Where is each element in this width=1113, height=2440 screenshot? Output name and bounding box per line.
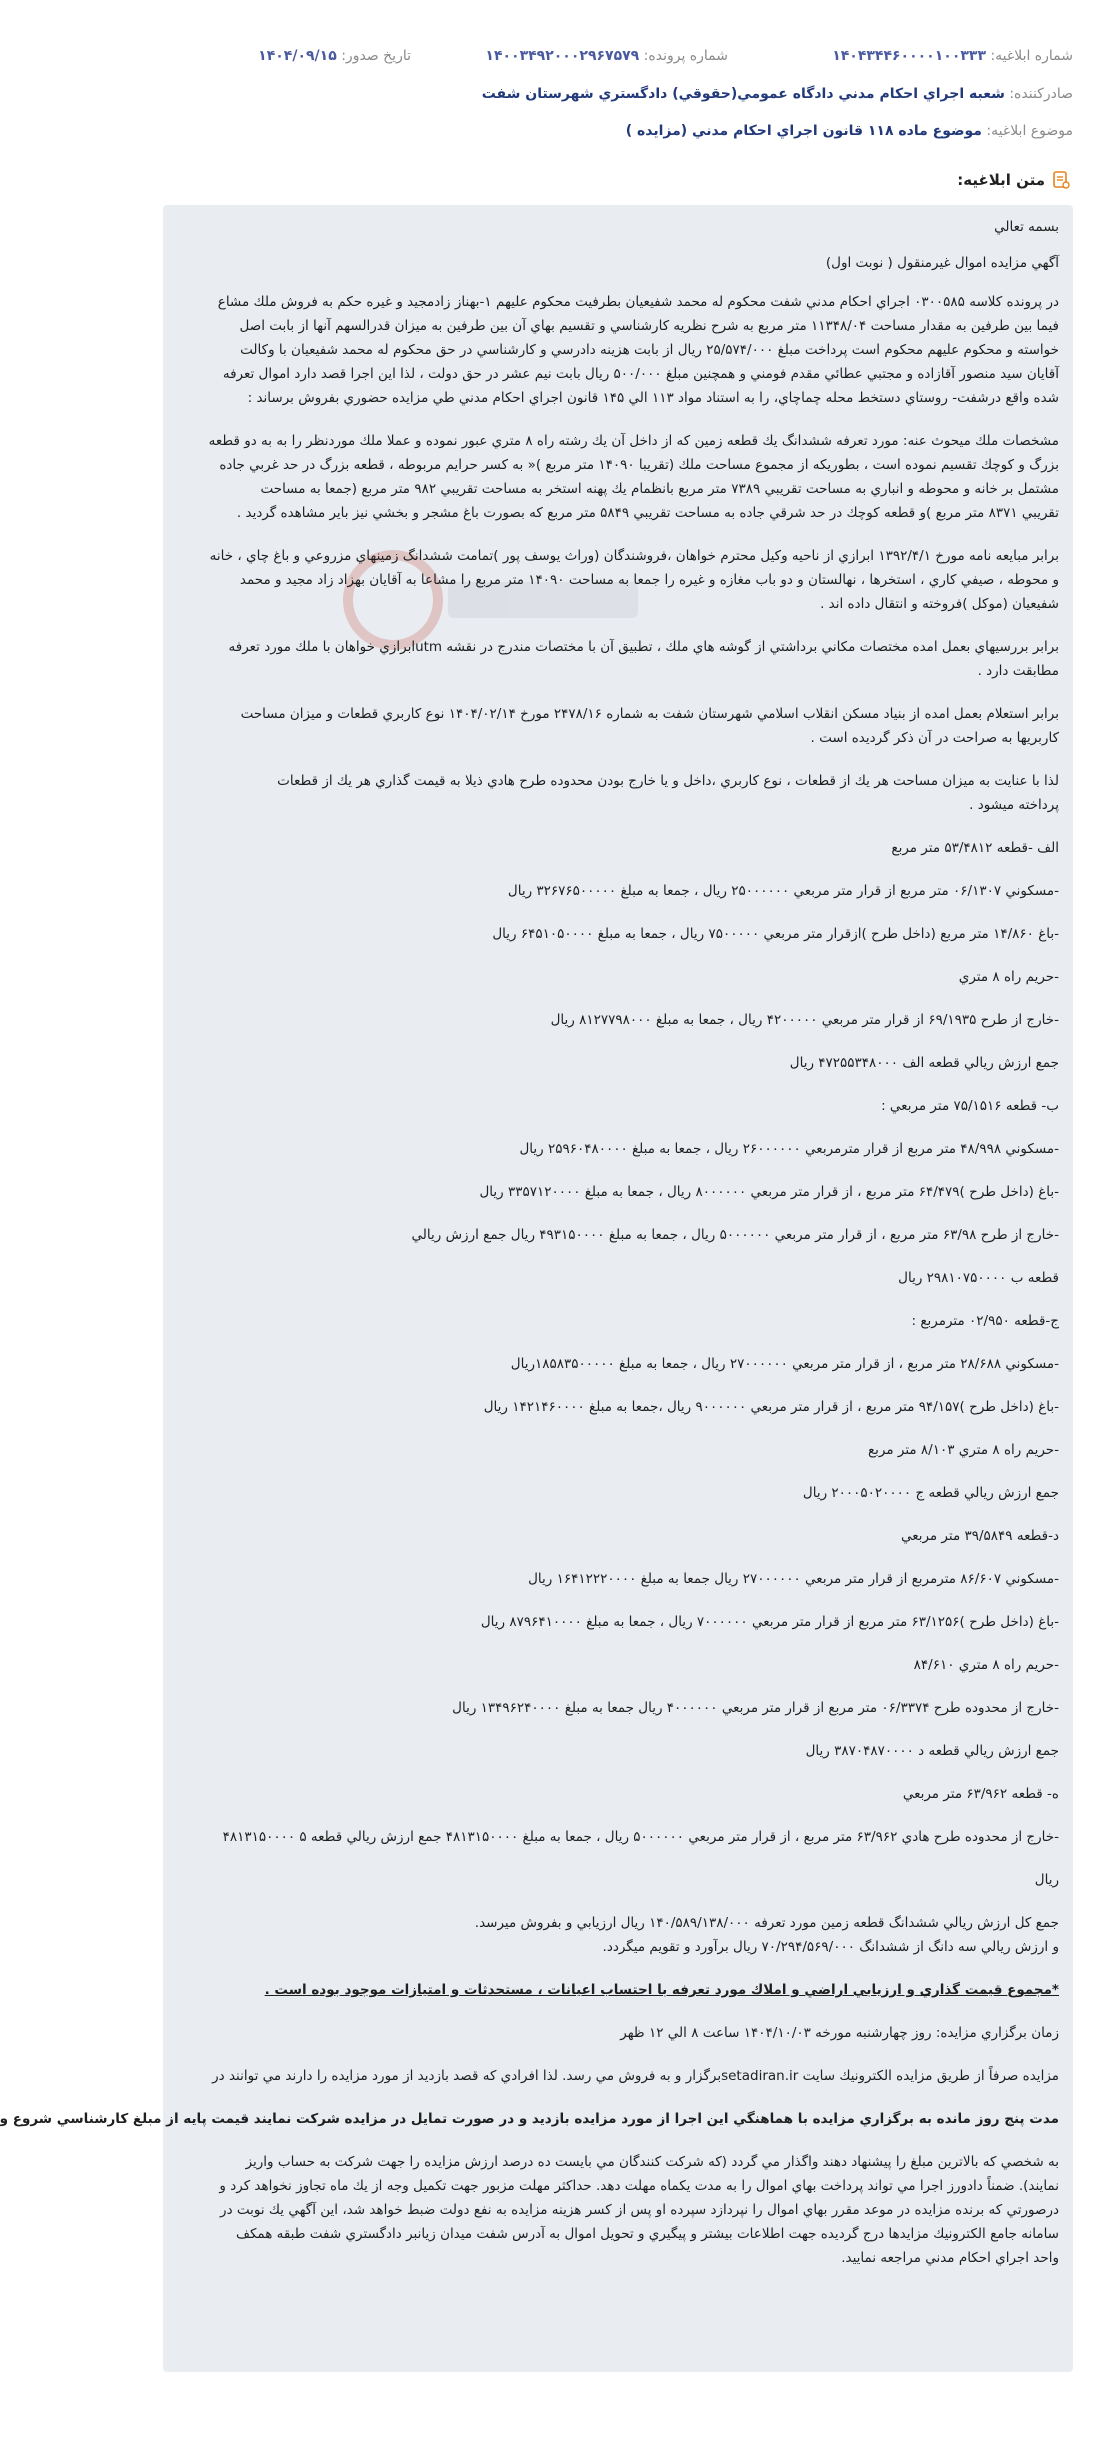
body-line: مزايده صرفاً از طريق مزايده الكترونيك سايت setadiran.irبرگزار و به فروش مي رسد. لذا افرادي كه قصد بازديد از مورد مزايده را دارند مي توانند در bbox=[212, 2068, 1059, 2084]
body-line: -مسكوني ۲۸/۶۸۸ متر مربع ، از قرار متر مربعي ۲۷۰۰۰۰۰۰ ريال ، جمعا به مبلغ ۱۸۵۸۳۵۰۰۰۰۰ريال bbox=[510, 1356, 1059, 1372]
body-line: جمع كل ارزش ريالي ششدانگ قطعه زمين مورد تعرفه ۱۴۰/۵۸۹/۱۳۸/۰۰۰ ريال ارزيابي و بفروش ميرسد. bbox=[474, 1915, 1059, 1931]
body-line: پرداخته ميشود . bbox=[969, 797, 1059, 813]
case-number-field bbox=[485, 48, 728, 64]
document-icon bbox=[1051, 170, 1071, 190]
body-line: شده واقع درشفت- روستاي دستخط محله چماچاي، را به استناد مواد ۱۱۳ الي ۱۴۵ قانون اجراي احكام مدني طي مزايده حضوري بفروش برساند : bbox=[247, 390, 1059, 406]
body-line: آگهي مزايده اموال غيرمنقول ( نوبت اول) bbox=[825, 255, 1059, 271]
body-line: -باغ (داخل طرح )۹۴/۱۵۷ متر مربع ، از قرار متر مربعي ۹۰۰۰۰۰۰ ريال ،جمعا به مبلغ ۱۴۲۱۴۶۰۰۰۰ ريال bbox=[483, 1399, 1059, 1415]
body-line: ج-قطعه ۰۲/۹۵۰ مترمربع : bbox=[911, 1313, 1059, 1329]
body-line: -حريم راه ۸ متري ۸۴/۶۱۰ bbox=[913, 1657, 1059, 1673]
body-line: واحد اجراي احكام مدني مراجعه نماييد. bbox=[841, 2250, 1059, 2266]
body-line: مشتمل بر خانه و محوطه و انباري به مساحت تقريبي ۷۳۸۹ متر مربع بانظمام يك پهنه استخر به مساحت تقريبي ۹۸۲ متر مربع (جمعا به مساحت bbox=[260, 481, 1059, 497]
body-line: -حريم راه ۸ متري ۸/۱۰۳ متر مربع bbox=[867, 1442, 1059, 1458]
body-line: زمان برگزاري مزايده: روز چهارشنبه مورخه ۱۴۰۴/۱۰/۰۳ ساعت ۸ الي ۱۲ ظهر bbox=[620, 2025, 1059, 2041]
body-line: مطابقت دارد . bbox=[977, 663, 1059, 679]
notice-text-heading-label: متن ابلاغیه: bbox=[957, 171, 1045, 189]
body-line: بزرگ و كوچك تقسيم نموده است ، بطوريكه از مجموع مساحت ملك (تقريبا ۱۴۰۹۰ متر مربع )« به كسر حرايم مربوطه ، قطعه بزرگ در حد غربي جاده bbox=[219, 457, 1059, 473]
issue-date-field bbox=[258, 48, 411, 64]
body-line: در پرونده كلاسه ۰۳۰۰۵۸۵ اجراي احكام مدني شفت محكوم له محمد شفيعيان بطرفيت محكوم عليهم ۱-بهناز زادمجيد و غيره حكم به فروش ملك مشاع bbox=[217, 294, 1059, 310]
body-line: قطعه ب ۲۹۸۱۰۷۵۰۰۰۰ ريال bbox=[898, 1270, 1059, 1286]
total-value-line: *مجموع قيمت گذاري و ارزيابي اراضي و املاك مورد تعرفه با احتساب اعيانات ، مستحدثات و امتيازات موجود بوده است . bbox=[264, 1982, 1059, 1998]
body-line: مشخصات ملك ميحوث عنه: مورد تعرفه ششدانگ يك قطعه زمين كه از داخل آن يك رشته راه ۸ متري عبور نموده و عملا ملك موردنظر را به به دو قطعه bbox=[208, 433, 1059, 449]
body-line: برابر استعلام بعمل امده از بنياد مسكن انقلاب اسلامي شهرستان شفت به شماره ۲۴۷۸/۱۶ مورخ ۱۴۰۴/۰۲/۱۴ نوع كاربري قطعات و ميزان مساحت bbox=[240, 706, 1059, 722]
body-line: و محوطه ، صيفي كاري ، استخرها ، نهالستان و دو باب مغازه و غيره را جمعا به مساحت ۱۴۰۹۰ متر مربع را مشاعا به آقايان بهزاد زاد مجيد و محمد bbox=[239, 572, 1059, 588]
notice-number-label: شماره ابلاغیه: bbox=[990, 48, 1073, 64]
subject-label: موضوع ابلاغیه: bbox=[986, 123, 1073, 139]
header-row-issuer bbox=[153, 86, 1073, 106]
body-line: -حريم راه ۸ متري bbox=[958, 969, 1059, 985]
notice-body bbox=[0, 205, 1073, 2372]
body-line: -مسكوني ۰۶/۱۳۰۷ متر مربع از قرار متر مربعي ۲۵۰۰۰۰۰۰ ريال ، جمعا به مبلغ ۳۲۶۷۶۵۰۰۰۰۰ ريال bbox=[507, 883, 1059, 899]
body-line: و ارزش ريالي سه دانگ از ششدانگ ۷۰/۲۹۴/۵۶۹/۰۰۰ ريال برآورد و تقويم ميگردد. bbox=[602, 1939, 1059, 1955]
body-line: د-قطعه ۳۹/۵۸۴۹ متر مربعي bbox=[900, 1528, 1059, 1544]
body-line: تقريبي ۸۳۷۱ متر مربع )و قطعه كوچك در حد شرقي جاده به مساحت تقريبي ۵۸۴۹ متر مربع كه بصورت باغ مشجر و بخشي نيز باير مشاهده گرديد . bbox=[236, 505, 1059, 521]
issuer-label: صادرکننده: bbox=[1009, 86, 1073, 102]
body-line: برابر بررسيهاي بعمل امده مختصات مكاني برداشتي از گوشه هاي ملك ، تطبيق آن با مختصات مندرج در نقشه utmابرازي خواهان با ملك مورد تعرفه bbox=[228, 639, 1059, 655]
body-line: بسمه تعالي bbox=[994, 219, 1059, 235]
body-line: برابر مبايعه نامه مورخ ۱۳۹۲/۴/۱ ابرازي از ناحيه وكيل محترم خواهان ،فروشندگان (وراث يوسف پور )تمامت ششدانگ زمينهاي مزروعي و باغ چاي ، خانه bbox=[209, 548, 1059, 564]
body-line: خواسته و محكوم عليهم محكوم است پرداخت مبلغ ۲۵/۵۷۴/۰۰۰ ريال از بابت هزينه دادرسي و كارشناسي در حق محكوم له محمد شفيعيان با وكالت bbox=[240, 342, 1059, 358]
body-line: جمع ارزش ريالي قطعه ج ۲۰۰۰۵۰۲۰۰۰۰ ريال bbox=[802, 1485, 1059, 1501]
body-line: -خارج از محدوده طرح هادي ۶۳/۹۶۲ متر مربع ، از قرار متر مربعي ۵۰۰۰۰۰۰ ريال ، جمعا به مبلغ ۴۸۱۳۱۵۰۰۰۰ جمع ارزش ريالي قطعه ۵ ۴۸۱۳۱۵۰۰۰۰ bbox=[222, 1829, 1059, 1845]
auction-time-line: مدت پنج روز مانده به برگزاري مزايده با هماهنگي اين اجرا از مورد مزايده بازديد و در صورت تمايل در مزايده شركت نمايند قيمت پايه از مبلغ كارشناسي شروع و bbox=[0, 2111, 1059, 2127]
body-line: ه- قطعه ۶۳/۹۶۲ متر مربعي bbox=[902, 1786, 1059, 1802]
issuer-value: شعبه اجراي احكام مدني دادگاه عمومي(حقوقي) دادگستري شهرستان شفت bbox=[481, 86, 1005, 102]
body-line: -باغ ۱۴/۸۶۰ متر مربع (داخل طرح )ازقرار متر مربعي ۷۵۰۰۰۰۰ ريال ، جمعا به مبلغ ۶۴۵۱۰۵۰۰۰۰ ريال bbox=[492, 926, 1059, 942]
notice-text-heading bbox=[957, 170, 1071, 190]
body-line: -خارج از طرح ۶۹/۱۹۳۵ از قرار متر مربعي ۴۲۰۰۰۰۰ ريال ، جمعا به مبلغ ۸۱۲۷۷۹۸۰۰۰ ريال bbox=[550, 1012, 1059, 1028]
body-line: نمايند). ضمناً دادورز اجرا مي تواند پرداخت بهاي اموال را به مدت يكماه مهلت دهد. حداكثر مهلت مزبور جهت تكميل وجه از يك ماه تجاوز نخواهد كرد و bbox=[219, 2178, 1059, 2194]
body-line: درصورتي كه برنده مزايده در موعد مقرر بهاي اموال را نپردازد سپرده او پس از كسر هزينه مزايده به نفع دولت ضبط خواهد شد، اين آگهي يك نوبت در bbox=[220, 2202, 1059, 2218]
body-line: فيما بين طرفين به مقدار مساحت ۱۱۳۴۸/۰۴ متر مربع به شرح نظريه كارشناسي و تقسيم بهاي آن بين طرفين به ميزان قدرالسهم آنها از بابت اصل bbox=[239, 318, 1059, 334]
body-line: -مسكوني ۴۸/۹۹۸ متر مربع از قرار مترمربعي ۲۶۰۰۰۰۰۰ ريال ، جمعا به مبلغ ۲۵۹۶۰۴۸۰۰۰۰ ريال bbox=[519, 1141, 1059, 1157]
header-row-numbers bbox=[153, 48, 1073, 68]
notice-number-value: ۱۴۰۴۳۴۴۶۰۰۰۰۱۰۰۳۳۳ bbox=[832, 48, 986, 64]
body-line: ب- قطعه ۷۵/۱۵۱۶ متر مربعي : bbox=[881, 1098, 1059, 1114]
issue-date-label: تاریخ صدور: bbox=[341, 48, 411, 64]
header-row-subject bbox=[153, 123, 1073, 143]
body-line: شفيعيان (موكل )فروخته و انتقال داده اند . bbox=[820, 596, 1059, 612]
body-line: -باغ (داخل طرح )۶۴/۴۷۹ متر مربع ، از قرار متر مربعي ۸۰۰۰۰۰۰ ريال ، جمعا به مبلغ ۳۳۵۷۱۲۰۰۰۰ ريال bbox=[479, 1184, 1059, 1200]
body-line: جمع ارزش ريالي قطعه الف ۴۷۲۵۵۳۴۸۰۰۰ ريال bbox=[789, 1055, 1059, 1071]
body-line: -مسكوني ۸۶/۶۰۷ مترمربع از قرار متر مربعي ۲۷۰۰۰۰۰۰ ريال جمعا به مبلغ ۱۶۴۱۲۲۲۰۰۰۰ ريال bbox=[528, 1571, 1059, 1587]
body-line: سامانه جامع الكترونيك مزايدها درج گرديده جهت اطلاعات بيشتر و پيگيري و تحويل اموال به آدرس شفت ميدان زيانبر دادگستري شفت طبقه همكف bbox=[235, 2226, 1059, 2242]
body-line: كاربريها به صراحت در آن ذكر گرديده است . bbox=[810, 730, 1059, 746]
body-line: به شخصي كه بالاترين مبلغ را پيشنهاد دهند واگذار مي گردد (كه شركت كنندگان مي بايست ده درصد ارزش مزايده را جهت شركت به حساب واريز bbox=[245, 2154, 1059, 2170]
body-line: ريال bbox=[1034, 1872, 1059, 1888]
issue-date-value: ۱۴۰۴/۰۹/۱۵ bbox=[258, 48, 337, 64]
notice-number-field bbox=[832, 48, 1073, 64]
body-line: آقايان سيد منصور آقازاده و مجتبي عطائي مقدم فومني و همچنين مبلغ ۵۰۰/۰۰۰ ريال بابت نيم عشر در حق دولت ، لذا اين اجرا قصد دارد اموال تعرفه bbox=[222, 366, 1059, 382]
body-line: لذا با عنايت به ميزان مساحت هر يك از قطعات ، نوع كاربري ،داخل و يا خارج بودن محدوده طرح هادي ذيلا به قيمت گذاري هر يك از قطعات bbox=[277, 773, 1059, 789]
body-line: جمع ارزش ريالي قطعه د ۳۸۷۰۴۸۷۰۰۰۰ ريال bbox=[805, 1743, 1059, 1759]
case-number-value: ۱۴۰۰۳۴۹۲۰۰۰۲۹۶۷۵۷۹ bbox=[485, 48, 640, 64]
body-line: -خارج از طرح ۶۳/۹۸ متر مربع ، از قرار متر مربعي ۵۰۰۰۰۰۰ ريال ، جمعا به مبلغ ۴۹۳۱۵۰۰۰۰ ريال جمع ارزش ريالي bbox=[411, 1227, 1059, 1243]
body-line: -باغ (داخل طرح )۶۳/۱۲۵۶ متر مربع از قرار متر مربعي ۷۰۰۰۰۰۰ ريال ، جمعا به مبلغ ۸۷۹۶۴۱۰۰۰۰ ريال bbox=[480, 1614, 1059, 1630]
subject-value: موضوع ماده ۱۱۸ قانون اجراي احكام مدني (مزايده ) bbox=[625, 123, 982, 139]
case-number-label: شماره پرونده: bbox=[643, 48, 728, 64]
body-line: الف -قطعه ۵۳/۴۸۱۲ متر مربع bbox=[891, 840, 1059, 856]
body-line: -خارج از محدوده طرح ۰۶/۳۳۷۴ متر مربع از قرار متر مربعي ۴۰۰۰۰۰۰ ريال جمعا به مبلغ ۱۳۴۹۶۲۴۰۰۰۰ ريال bbox=[452, 1700, 1059, 1716]
